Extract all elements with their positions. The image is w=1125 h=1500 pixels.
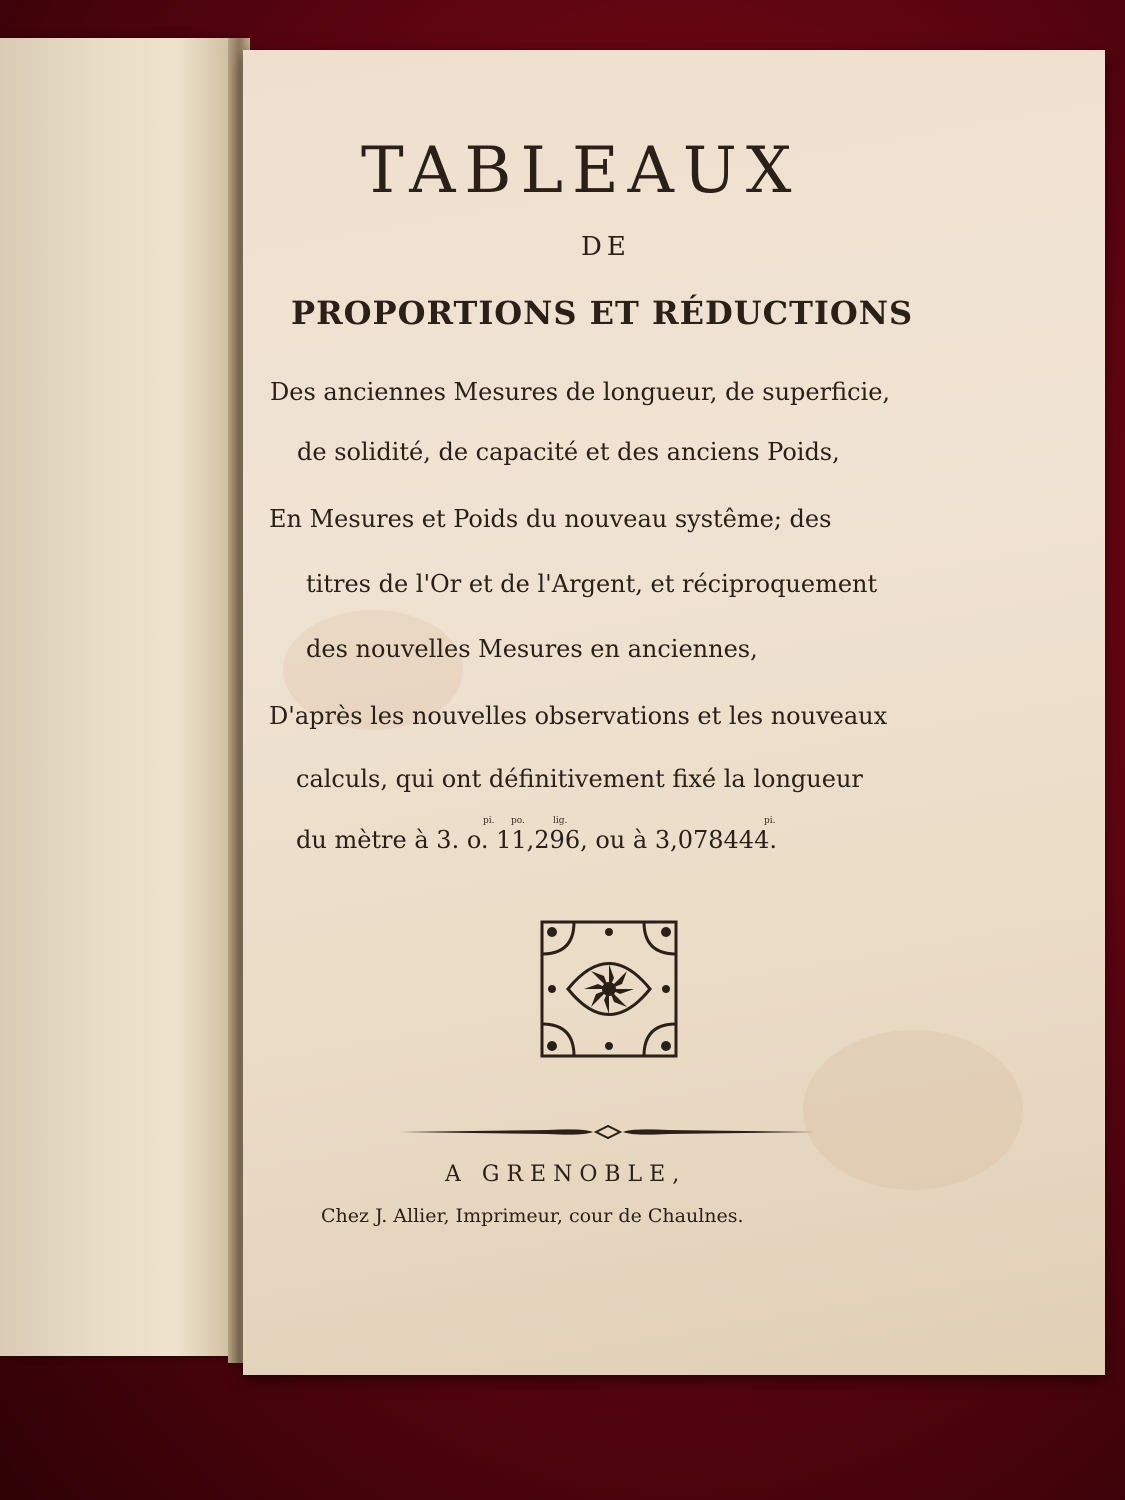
description-line-5: des nouvelles Mesures en anciennes, — [306, 635, 758, 663]
description-line-8 — [296, 826, 777, 854]
description-line-4: titres de l'Or et de l'Argent, et réciproquement — [306, 570, 878, 598]
title-connector: DE — [581, 232, 631, 262]
imprint-printer: Chez J. Allier, Imprimeur, cour de Chaulnes. — [321, 1205, 744, 1227]
printer-rule-icon — [398, 1122, 818, 1142]
unit-label-pieds-decimal: pi. — [764, 816, 776, 826]
floral-ornament-icon — [538, 918, 680, 1060]
title-page — [243, 50, 1105, 1375]
page-title: TABLEAUX — [361, 134, 801, 208]
description-line-6: D'après les nouvelles observations et les nouveaux — [269, 702, 888, 730]
paper-stain — [803, 1030, 1023, 1190]
imprint-city: A GRENOBLE, — [445, 1162, 687, 1187]
unit-label-pieds: pi. — [483, 816, 495, 826]
description-line-1: Des anciennes Mesures de longueur, de superficie, — [270, 378, 891, 406]
unit-label-lignes: lig. — [553, 816, 568, 826]
meter-value-old-units: 3. o. 11,296 — [436, 826, 581, 854]
meter-value-decimal: 3,078444. — [654, 826, 777, 854]
page-subtitle: PROPORTIONS ET RÉDUCTIONS — [291, 294, 914, 332]
meter-prefix: du mètre à — [296, 826, 437, 854]
meter-connector: , ou à — [580, 826, 655, 854]
description-line-7: calculs, qui ont définitivement fixé la longueur — [296, 765, 863, 793]
left-flyleaf — [0, 38, 236, 1356]
description-line-2: de solidité, de capacité et des anciens Poids, — [297, 438, 840, 466]
unit-label-pouces: po. — [511, 816, 525, 826]
description-line-3: En Mesures et Poids du nouveau systême; des — [269, 505, 832, 533]
